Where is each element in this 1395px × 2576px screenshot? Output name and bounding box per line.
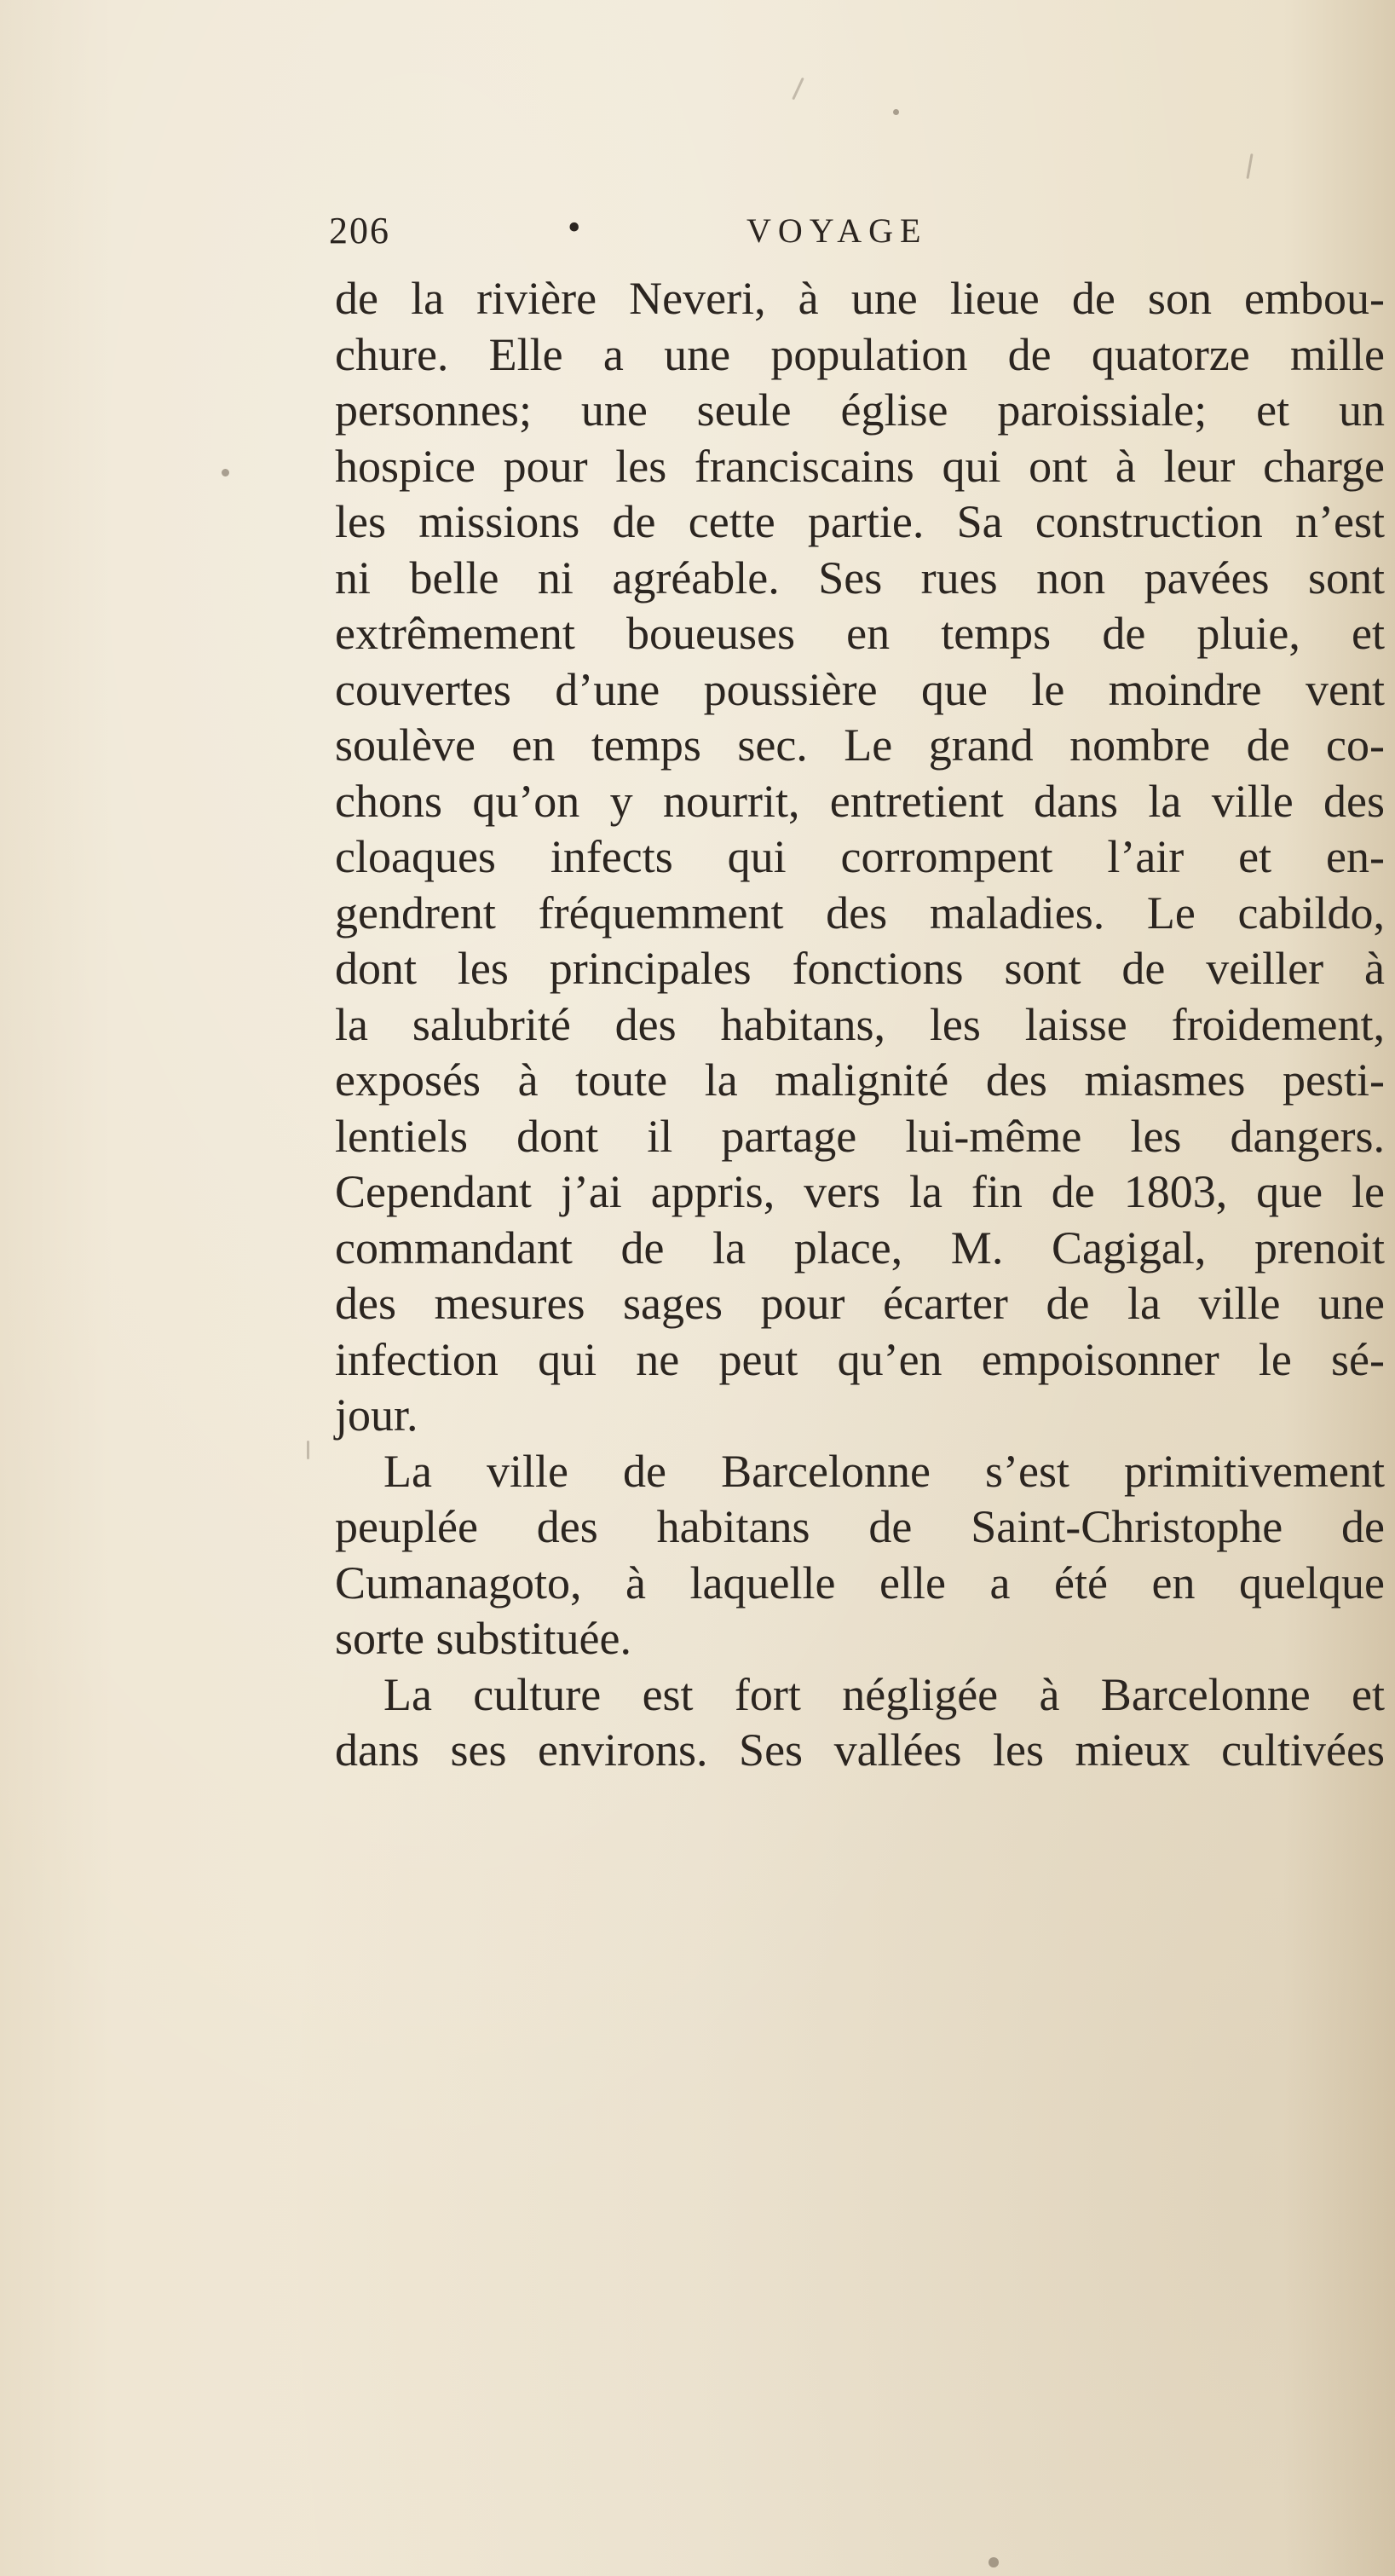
text-line: La ville de Barcelonne s’est primitivement [383, 1445, 1385, 1497]
paper-speck [792, 78, 804, 101]
text-line: les missions de cette partie. Sa construction n’est [335, 496, 1385, 547]
text-line: soulève en temps sec. Le grand nombre de co- [335, 719, 1385, 771]
text-line: de la rivière Neveri, à une lieue de son embou- [335, 273, 1385, 324]
paper-speck [893, 109, 899, 115]
text-line: ni belle ni agréable. Ses rues non pavées sont [335, 552, 1385, 604]
text-line: Cependant j’ai appris, vers la fin de 1803, que le [335, 1166, 1385, 1217]
header-ornament: • [568, 206, 581, 248]
page-header [329, 206, 994, 260]
text-line: jour. [335, 1389, 418, 1441]
text-line: commandant de la place, M. Cagigal, prenoit [335, 1222, 1385, 1274]
text-line: gendrent fréquemment des maladies. Le cabildo, [335, 887, 1385, 939]
text-line: cloaques infects qui corrompent l’air et en- [335, 831, 1385, 882]
text-line: extrêmement boueuses en temps de pluie, et [335, 608, 1385, 659]
text-line: personnes; une seule église paroissiale; et un [335, 384, 1385, 436]
text-line: infection qui ne peut qu’en empoisonner le sé- [335, 1333, 1385, 1385]
text-line: La culture est fort négligée à Barcelonne et [383, 1668, 1385, 1720]
page-number: 206 [329, 210, 390, 251]
paragraph [335, 1667, 1385, 1779]
text-line: sorte substituée. [335, 1613, 631, 1664]
text-line: des mesures sages pour écarter de la ville une [335, 1278, 1385, 1329]
text-line: lentiels dont il partage lui-même les dangers. [335, 1110, 1385, 1162]
paper-speck [222, 469, 229, 477]
running-title: VOYAGE [746, 211, 928, 250]
text-line: couvertes d’une poussière que le moindre vent [335, 663, 1385, 715]
body-text [335, 271, 1385, 1779]
paper-speck [307, 1441, 309, 1459]
text-line: dans ses environs. Ses vallées les mieux cultivées [335, 1724, 1385, 1776]
paragraph [335, 271, 1385, 1444]
text-line: peuplée des habitans de Saint-Christophe de [335, 1501, 1385, 1552]
text-line: Cumanagoto, à laquelle elle a été en quelque [335, 1557, 1385, 1609]
paper-speck [989, 2557, 999, 2567]
paper-speck [1246, 153, 1253, 179]
text-line: hospice pour les franciscains qui ont à leur charge [335, 440, 1385, 492]
text-line: exposés à toute la malignité des miasmes pesti- [335, 1054, 1385, 1106]
text-line: chure. Elle a une population de quatorze mille [335, 328, 1385, 380]
text-line: chons qu’on y nourrit, entretient dans la ville des [335, 775, 1385, 827]
text-line: la salubrité des habitans, les laisse froidement, [335, 998, 1385, 1050]
text-line: dont les principales fonctions sont de veiller à [335, 943, 1385, 994]
paragraph [335, 1444, 1385, 1667]
